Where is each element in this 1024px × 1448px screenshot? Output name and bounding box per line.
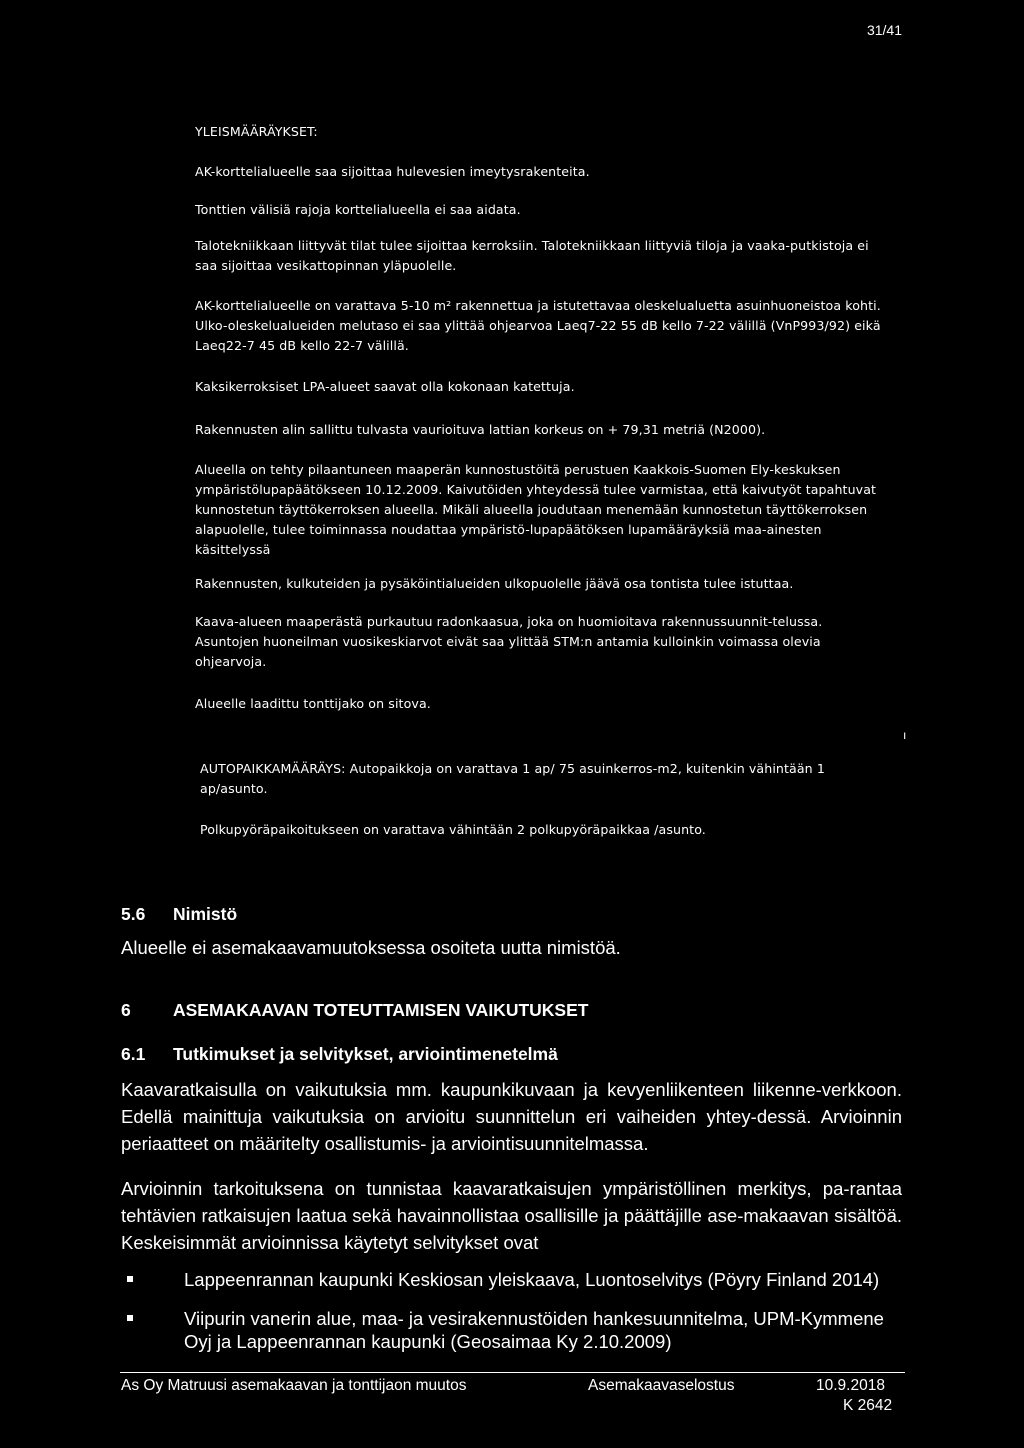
regulation-paragraph: Rakennusten alin sallittu tulvasta vaurioituva lattian korkeus on + 79,31 metriä (N2000). bbox=[195, 422, 766, 437]
footer-code: K 2642 bbox=[843, 1397, 893, 1414]
section-number: 6 bbox=[121, 1000, 131, 1020]
section-6-1-paragraph: Kaavaratkaisulla on vaikutuksia mm. kaupunkikuvaan ja kevyenliikenteen liikenne-verkkoon. Edellä mainittuja vaikutuksia on arvioitu suunnittelun eri vaiheiden yhtey-dessä. Arvioinnin periaatteet on määritelty osallistumis- ja arviointisuunnitelmassa. bbox=[121, 1079, 902, 1154]
footer-document-type: Asemakaavaselostus bbox=[588, 1377, 735, 1394]
bicycle-parking-regulation: Polkupyöräpaikoitukseen on varattava vähintään 2 polkupyöräpaikkaa /asunto. bbox=[200, 822, 706, 837]
list-item bbox=[121, 1307, 911, 1353]
regulation-paragraph: Alueelle laadittu tonttijako on sitova. bbox=[195, 696, 431, 711]
square-bullet-icon bbox=[127, 1315, 133, 1321]
regulations-heading: YLEISMÄÄRÄYKSET: bbox=[195, 124, 318, 139]
list-item bbox=[121, 1268, 911, 1291]
regulation-paragraph: Kaava-alueen maaperästä purkautuu radonkaasua, joka on huomioitava rakennussuunnit-telussa. Asuntojen huoneilman vuosikeskiarvot eivät saa ylittää STM:n antamia kulloinkin voimassa olevia ohjearvoja. bbox=[195, 614, 823, 669]
stray-mark: ı bbox=[903, 728, 907, 742]
section-title: ASEMAKAAVAN TOTEUTTAMISEN VAIKUTUKSET bbox=[173, 1000, 589, 1020]
section-number: 6.1 bbox=[121, 1044, 146, 1064]
section-6-1-heading bbox=[121, 1044, 558, 1065]
footer-project: As Oy Matruusi asemakaavan ja tonttijaon muutos bbox=[121, 1377, 467, 1394]
section-5-6-heading bbox=[121, 904, 237, 925]
regulation-paragraph: Alueella on tehty pilaantuneen maaperän kunnostustöitä perustuen Kaakkois-Suomen Ely-keskuksen ympäristölupapäätökseen 10.12.2009. Kaivutöiden yhteydessä tulee varmistaa, että kaivutyöt tapahtuvat kunnostetun täyttökerroksen alueella. Mikäli alueella joudutaan menemään kunnostetun täyttökerroksen alapuolelle, tulee toiminnassa noudattaa ympäristö-lupapäätöksen lupamääräyksiä maa-ainesten käsittelyssä bbox=[195, 462, 877, 557]
footer-divider bbox=[120, 1372, 905, 1373]
regulation-paragraph: Tonttien välisiä rajoja korttelialueella ei saa aidata. bbox=[195, 202, 521, 217]
survey-list bbox=[121, 1268, 911, 1369]
regulation-paragraph: Kaksikerroksiset LPA-alueet saavat olla kokonaan katettuja. bbox=[195, 379, 575, 394]
regulation-paragraph: Rakennusten, kulkuteiden ja pysäköintialueiden ulkopuolelle jäävä osa tontista tulee istuttaa. bbox=[195, 576, 794, 591]
regulation-paragraph: Talotekniikkaan liittyvät tilat tulee sijoittaa kerroksiin. Talotekniikkaan liittyviä tiloja ja vaaka-putkistoja ei saa sijoittaa vesikattopinnan yläpuolelle. bbox=[195, 238, 869, 273]
section-title: Tutkimukset ja selvitykset, arviointimenetelmä bbox=[173, 1044, 558, 1064]
page-number: 31/41 bbox=[866, 22, 902, 38]
parking-regulation: AUTOPAIKKAMÄÄRÄYS: Autopaikkoja on varattava 1 ap/ 75 asuinkerros-m2, kuitenkin vähintään 1 ap/asunto. bbox=[200, 761, 825, 796]
section-number: 5.6 bbox=[121, 904, 146, 924]
regulation-paragraph: AK-korttelialueelle saa sijoittaa hulevesien imeytysrakenteita. bbox=[195, 164, 590, 179]
footer-date: 10.9.2018 bbox=[816, 1377, 885, 1394]
section-6-heading bbox=[121, 1000, 588, 1021]
list-item-text: Lappeenrannan kaupunki Keskiosan yleiskaava, Luontoselvitys (Pöyry Finland 2014) bbox=[184, 1269, 880, 1290]
section-6-1-paragraph: Arvioinnin tarkoituksena on tunnistaa kaavaratkaisujen ympäristöllinen merkitys, pa-rantaa tehtävien ratkaisujen laatua sekä havainnollistaa osallisille ja päättäjille ase-makaavan sisältöä. Keskeisimmät arvioinnissa käytetyt selvitykset ovat bbox=[121, 1178, 902, 1253]
square-bullet-icon bbox=[127, 1276, 133, 1282]
regulation-paragraph: AK-korttelialueelle on varattava 5-10 m² rakennettua ja istutettavaa oleskelualuetta asuinhuoneistoa kohti. Ulko-oleskelualueiden melutaso ei saa ylittää ohjearvoa Laeq7-22 55 dB kello 7-22 välillä (VnP993/92) eikä Laeq22-7 45 dB kello 22-7 välillä. bbox=[195, 298, 881, 353]
list-item-text: Viipurin vanerin alue, maa- ja vesirakennustöiden hankesuunnitelma, UPM-Kymmene Oyj ja Lappeenrannan kaupunki (Geosaimaa Ky 2.10.2009) bbox=[184, 1308, 884, 1352]
section-5-6-text: Alueelle ei asemakaavamuutoksessa osoiteta uutta nimistöä. bbox=[121, 937, 621, 958]
section-title: Nimistö bbox=[173, 904, 238, 924]
